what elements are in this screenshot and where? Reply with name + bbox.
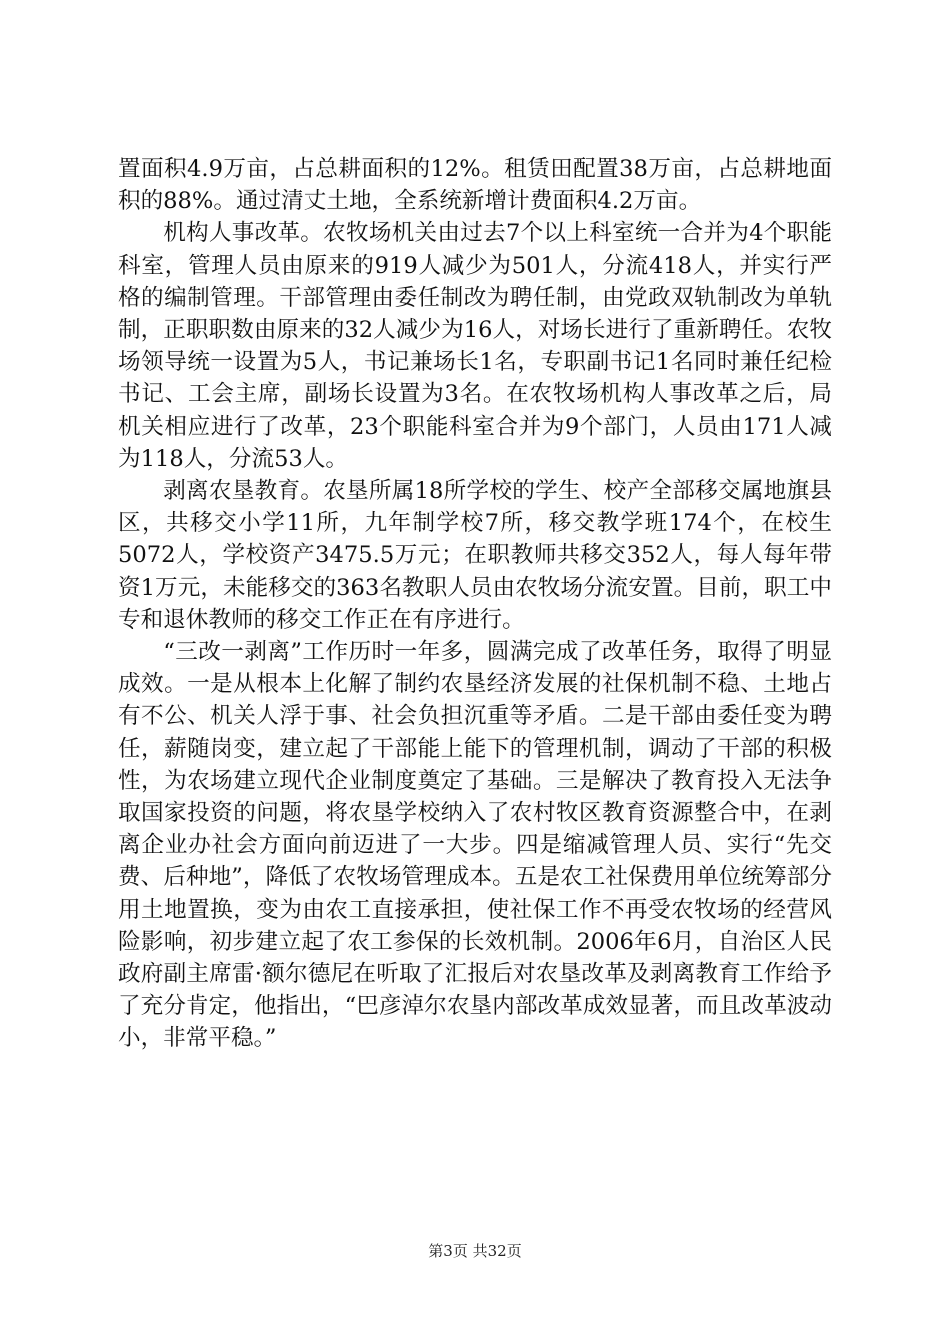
document-body bbox=[118, 153, 832, 1055]
paragraph-education-divestment: 剥离农垦教育。农垦所属18所学校的学生、校产全部移交属地旗县区，共移交小学11所，九年制学校7所，移交教学班174个，在校生5072人，学校资产3475.5万元；在职教师共移交352人，每人每年带资1万元，未能移交的363名教职人员由农牧场分流安置。目前，职工中专和退休教师的移交工作正在有序进行。 bbox=[118, 478, 832, 633]
page-footer: 第3页 共32页 bbox=[428, 1242, 522, 1260]
paragraph-continued: 置面积4.9万亩，占总耕面积的12%。租赁田配置38万亩，占总耕地面积的88%。通过清丈土地，全系统新增计费面积4.2万亩。 bbox=[118, 156, 832, 215]
paragraph-institution-reform: 机构人事改革。农牧场机关由过去7个以上科室统一合并为4个职能科室，管理人员由原来的919人减少为501人，分流418人，并实行严格的编制管理。干部管理由委任制改为聘任制，由党政双轨制改为单轨制，正职职数由原来的32人减少为16人，对场长进行了重新聘任。农牧场领导统一设置为5人，书记兼场长1名，专职副书记1名同时兼任纪检书记、工会主席，副场长设置为3名。在农牧场机构人事改革之后，局机关相应进行了改革，23个职能科室合并为9个部门，人员由171人减为118人，分流53人。 bbox=[118, 220, 832, 472]
paragraph-reform-results: “三改一剥离”工作历时一年多，圆满完成了改革任务，取得了明显成效。一是从根本上化解了制约农垦经济发展的社保机制不稳、土地占有不公、机关人浮于事、社会负担沉重等矛盾。二是干部由委任变为聘任，薪随岗变，建立起了干部能上能下的管理机制，调动了干部的积极性，为农场建立现代企业制度奠定了基础。三是解决了教育投入无法争取国家投资的问题，将农垦学校纳入了农村牧区教育资源整合中，在剥离企业办社会方面向前迈进了一大步。四是缩减管理人员、实行“先交费、后种地”，降低了农牧场管理成本。五是农工社保费用单位统筹部分用土地置换，变为由农工直接承担，使社保工作不再受农牧场的经营风险影响，初步建立起了农工参保的长效机制。2006年6月，自治区人民政府副主席雷·额尔德尼在听取了汇报后对农垦改革及剥离教育工作给予了充分肯定，他指出，“巴彦淖尔农垦内部改革成效显著，而且改革波动小，非常平稳。” bbox=[118, 639, 832, 1052]
